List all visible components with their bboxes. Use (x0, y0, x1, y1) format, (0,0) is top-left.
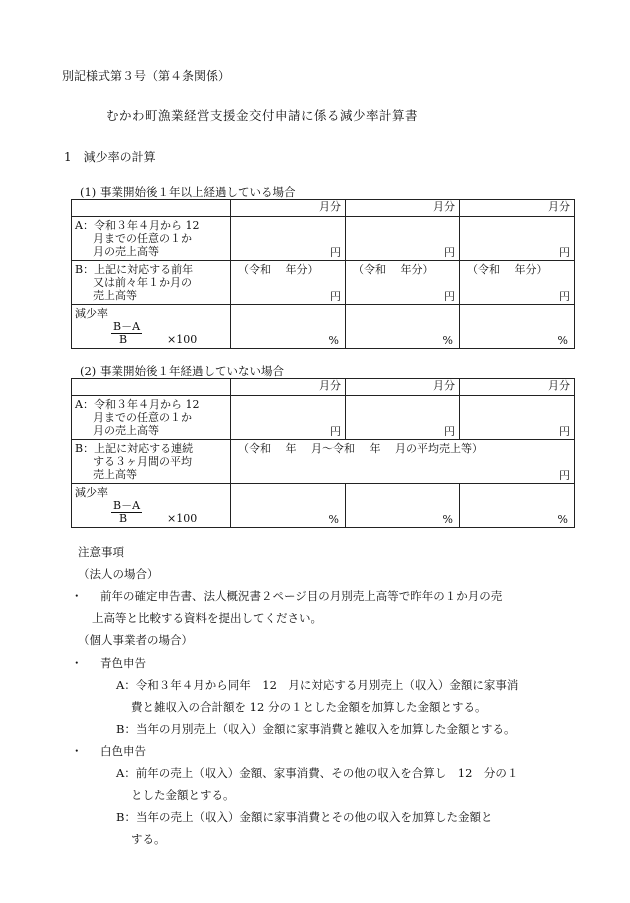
bullet: ・ (71, 744, 83, 758)
formula-multiplier: ×100 (167, 512, 198, 525)
amount-cell[interactable] (231, 217, 346, 261)
table1-row-a (72, 217, 575, 261)
rate-cell[interactable] (460, 305, 575, 349)
table1-row-b (72, 261, 575, 305)
white-note-b-cont: する。 (131, 832, 166, 846)
rate-cell[interactable] (346, 305, 460, 349)
white-note-a-cont: とした金額とする。 (131, 788, 235, 802)
table2-row-b (72, 440, 575, 484)
blue-note-a: A：令和３年４月から同年 12 月に対応する月別売上（収入）金額に家事消 (116, 678, 519, 692)
white-note-a: A：前年の売上（収入）金額、家事消費、その他の収入を合算し 12 分の１ (116, 766, 519, 780)
amount-cell[interactable] (460, 217, 575, 261)
row-a-label-line: 月の売上高等 (93, 245, 159, 258)
yen-unit: 円 (559, 425, 570, 438)
table2-row-a (72, 396, 575, 440)
row-b-label-line: 売上高等 (93, 468, 137, 481)
yen-unit: 円 (559, 290, 570, 303)
amount-cell[interactable] (460, 396, 575, 440)
amount-cell[interactable] (346, 261, 460, 305)
amount-cell[interactable] (460, 261, 575, 305)
row-b-label (72, 261, 231, 305)
percent-unit: % (328, 513, 339, 526)
white-note-b: B：当年の売上（収入）金額に家事消費とその他の収入を加算した金額と (116, 810, 493, 824)
rate-cell[interactable] (231, 305, 346, 349)
row-b-label-line: 売上高等 (93, 289, 137, 302)
yen-unit: 円 (330, 246, 341, 259)
row-a-label-line: 月までの任意の１か (93, 411, 192, 424)
yen-unit: 円 (559, 246, 570, 259)
row-b-label-line: B：上記に対応する前年 (75, 263, 194, 276)
percent-unit: % (442, 513, 453, 526)
rate-label: 減少率 (75, 486, 108, 499)
rate-formula (103, 320, 227, 346)
row-a-label-line: A：令和３年４月から 12 (75, 398, 200, 411)
table1-header-row (72, 200, 575, 217)
amount-cell[interactable] (231, 261, 346, 305)
table1-row-rate (72, 305, 575, 349)
month-unit: 月分 (231, 200, 346, 217)
bullet: ・ (71, 589, 83, 603)
corp-heading: （法人の場合） (78, 567, 159, 581)
era-label: （令和 年分） (238, 263, 319, 276)
corp-note-line: 上高等と比較する資料を提出してください。 (92, 611, 322, 625)
corp-note-line: 前年の確定申告書、法人概況書２ページ目の月別売上高等で昨年の１か月の売 (100, 589, 503, 603)
rate-cell[interactable] (460, 484, 575, 528)
rate-label: 減少率 (75, 307, 108, 320)
table2 (71, 378, 575, 528)
rate-cell[interactable] (231, 484, 346, 528)
row-a-label-line: 月までの任意の１か (93, 232, 192, 245)
month-unit: 月分 (346, 200, 460, 217)
table2-header-row (72, 379, 575, 396)
row-a-label (72, 217, 231, 261)
amount-cell[interactable] (346, 217, 460, 261)
table1-corner-cell (72, 200, 231, 217)
rate-label-cell (72, 305, 231, 349)
rate-label-cell (72, 484, 231, 528)
white-return-heading: 白色申告 (100, 744, 146, 758)
section-heading: 1 減少率の計算 (64, 150, 156, 164)
formula-denominator: B (119, 512, 128, 525)
table2-heading: (2) 事業開始後１年経過していない場合 (80, 364, 284, 378)
row-b-label-line: B：上記に対応する連続 (75, 442, 194, 455)
yen-unit: 円 (559, 469, 570, 482)
table1 (71, 199, 575, 349)
row-a-label (72, 396, 231, 440)
period-label: （令和 年 月～令和 年 月の平均売上等） (238, 442, 483, 455)
notes-heading: 注意事項 (78, 545, 124, 559)
rate-formula (103, 499, 227, 525)
bullet: ・ (71, 656, 83, 670)
amount-cell[interactable] (346, 396, 460, 440)
era-label: （令和 年分） (467, 263, 548, 276)
yen-unit: 円 (444, 246, 455, 259)
blue-note-b: B：当年の月別売上（収入）金額に家事消費と雑収入を加算した金額とする。 (116, 722, 516, 736)
table2-corner-cell (72, 379, 231, 396)
percent-unit: % (442, 334, 453, 347)
percent-unit: % (328, 334, 339, 347)
formula-multiplier: ×100 (167, 333, 198, 346)
form-number: 別記様式第３号（第４条関係） (62, 69, 231, 83)
month-unit: 月分 (231, 379, 346, 396)
month-unit: 月分 (460, 379, 575, 396)
yen-unit: 円 (330, 290, 341, 303)
formula-denominator: B (119, 333, 128, 346)
percent-unit: % (557, 334, 568, 347)
document-title: むかわ町漁業経営支援金交付申請に係る減少率計算書 (106, 108, 419, 123)
month-unit: 月分 (346, 379, 460, 396)
yen-unit: 円 (444, 425, 455, 438)
average-amount-cell[interactable] (231, 440, 575, 484)
blue-note-a-cont: 費と雑収入の合計額を 12 分の１とした金額を加算した金額とする。 (131, 700, 487, 714)
table1-heading: (1) 事業開始後１年以上経過している場合 (80, 185, 296, 199)
row-b-label-line: する３ヶ月間の平均 (93, 455, 192, 468)
individual-heading: （個人事業者の場合） (78, 633, 193, 647)
blue-return-heading: 青色申告 (100, 656, 146, 670)
row-b-label (72, 440, 231, 484)
formula-numerator: B－A (113, 320, 141, 333)
row-b-label-line: 又は前々年１か月の (93, 276, 192, 289)
yen-unit: 円 (444, 290, 455, 303)
era-label: （令和 年分） (353, 263, 434, 276)
percent-unit: % (557, 513, 568, 526)
row-a-label-line: A：令和３年４月から 12 (75, 219, 200, 232)
formula-numerator: B－A (113, 499, 141, 512)
month-unit: 月分 (460, 200, 575, 217)
yen-unit: 円 (330, 425, 341, 438)
amount-cell[interactable] (231, 396, 346, 440)
row-a-label-line: 月の売上高等 (93, 424, 159, 437)
rate-cell[interactable] (346, 484, 460, 528)
table2-row-rate (72, 484, 575, 528)
